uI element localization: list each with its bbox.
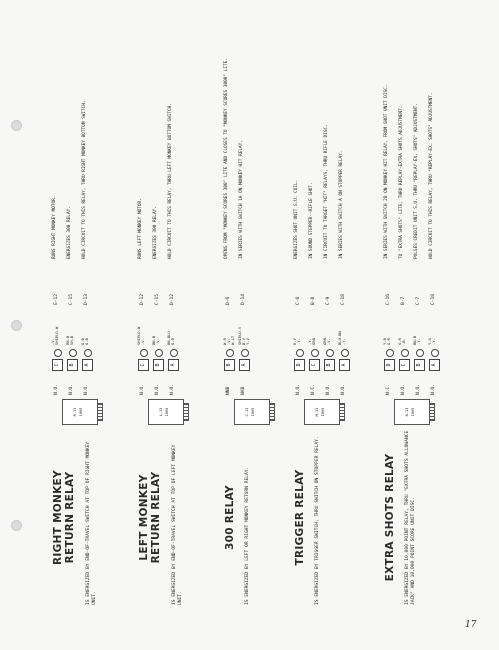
terminal-reference: C-15 bbox=[69, 293, 74, 305]
wire-color-code: W-LT bbox=[230, 335, 236, 345]
contact-letter-box: A bbox=[82, 359, 93, 371]
relay-diagram bbox=[384, 265, 444, 425]
contact-letter-box: B bbox=[153, 359, 164, 371]
contact-terminal-circle bbox=[431, 349, 439, 357]
wire-color-code: GRN- bbox=[322, 335, 327, 345]
wire-color-code: RN-B bbox=[65, 335, 70, 345]
relay-plate-label: 1860 bbox=[165, 407, 169, 417]
relay-section bbox=[292, 45, 370, 605]
relay-title bbox=[224, 430, 236, 605]
wire-color-code: Y-V bbox=[245, 338, 251, 345]
terminal-reference: B-8 bbox=[311, 296, 316, 305]
relay-title bbox=[52, 430, 76, 605]
contact-function-description: RUNS RIGHT MONKEY MOTOR. bbox=[52, 195, 57, 259]
wire-color-code: BN-BLU bbox=[166, 331, 171, 345]
terminal-reference: D-6 bbox=[226, 296, 231, 305]
contact-type-label: N.C. bbox=[311, 383, 316, 395]
contact-function-description: IN SOUND STEPPER--RIFLE SHOT. bbox=[309, 182, 314, 259]
contact-function-description: HOLD CIRCUIT TO THIS RELAY, THRU RIGHT MONKEY BOTTOM SWITCH. bbox=[82, 100, 87, 259]
wire-color-code: -B- bbox=[401, 338, 407, 345]
contact-terminal-circle bbox=[401, 349, 409, 357]
wire-color-code: G-R bbox=[386, 338, 392, 345]
wire-color-code: SHIELD-W bbox=[136, 326, 141, 345]
wire-color-code: -Y- bbox=[416, 338, 422, 345]
wire-color-code: Y-B bbox=[382, 338, 387, 345]
wire-color-code: SH-B bbox=[69, 335, 75, 345]
wire-color-codes bbox=[323, 323, 331, 345]
relay-coil-base bbox=[339, 403, 345, 421]
relay-plate-label: C-13 bbox=[245, 407, 249, 417]
contact-letter-box: A bbox=[239, 359, 250, 371]
wire-color-codes bbox=[338, 323, 346, 345]
relay-title-line: EXTRA SHOTS RELAY bbox=[384, 453, 396, 582]
contact-type-label: N.C. bbox=[386, 383, 391, 395]
contact-function-description: TO "EXTRA SHOTS" LITE, THRU REPLAY-EXTRA SHOTS ADJUSTMENT. bbox=[399, 105, 404, 259]
page-number: 17 bbox=[465, 620, 477, 630]
relay-plate-label: N-13 bbox=[405, 407, 409, 417]
contact-terminal-circle bbox=[296, 349, 304, 357]
energized-by-text: IS ENERGIZED BY 10,000 POINT RELAY, THRU "EXTRA SHOTS ALLOWANCE JACK" AND 10,000 POINT SCORE UNIT DISC. bbox=[405, 430, 416, 605]
contact-function-description: IN SERIES WITH SWITCH 1A ON MONKEY HIT RELAY. bbox=[239, 140, 244, 259]
contact-letter-box: C bbox=[309, 359, 320, 371]
terminal-reference: C-16 bbox=[386, 293, 391, 305]
contact-letter-box: C bbox=[52, 359, 63, 371]
wire-color-codes bbox=[66, 323, 74, 345]
contact-terminal-circle bbox=[226, 349, 234, 357]
contact-type-label: N.O. bbox=[155, 383, 160, 395]
contact-letter-box: A bbox=[429, 359, 440, 371]
energized-by-text: IS ENERGIZED BY END-OF-TRAVEL SWITCH AT TOP OF RIGHT MONKEY UNIT. bbox=[86, 441, 97, 605]
binder-hole-top bbox=[11, 120, 22, 131]
wire-color-codes bbox=[167, 323, 175, 345]
contact-type-label: N.O. bbox=[416, 383, 421, 395]
wire-color-code: -Y- bbox=[341, 338, 347, 345]
terminal-reference: C-18 bbox=[431, 293, 436, 305]
contact-terminal-circle bbox=[69, 349, 77, 357]
relay-plate bbox=[304, 399, 340, 425]
relay-title-line: RETURN RELAY bbox=[150, 471, 162, 564]
contact-function-description: IN SERIES WITH SWITCH 2B ON MONKEY HIT RELAY, FROM SHOT UNIT DISC. bbox=[384, 84, 389, 259]
wire-color-code: -V- bbox=[155, 338, 161, 345]
contact-type-label: N.O. bbox=[431, 383, 436, 395]
contact-function-description: HOLD CIRCUIT TO THIS RELAY, THRU "REPLAY-EX. SHOTS" ADJUSTMENT. bbox=[429, 92, 434, 259]
wire-color-code: B-V bbox=[241, 338, 247, 345]
relay-title-line: RIGHT MONKEY bbox=[52, 470, 64, 565]
terminal-reference: C-18 bbox=[341, 293, 346, 305]
wire-color-code: -V- bbox=[226, 338, 232, 345]
terminal-reference: B-7 bbox=[401, 296, 406, 305]
wire-color-code: -V- bbox=[326, 338, 332, 345]
relay-plate-label: 1860 bbox=[79, 407, 83, 417]
wire-color-code: -V- bbox=[140, 338, 146, 345]
wire-color-code: BN-B bbox=[151, 335, 156, 345]
relay-section bbox=[50, 45, 128, 605]
wire-color-codes bbox=[223, 323, 236, 345]
terminal-reference: C-7 bbox=[416, 296, 421, 305]
contact-letter-box: B bbox=[414, 359, 425, 371]
relay-coil-base bbox=[97, 403, 103, 421]
contact-function-description: ENERGIZES 300 RELAY. bbox=[153, 206, 158, 259]
relay-title bbox=[138, 430, 162, 605]
contact-terminal-circle bbox=[326, 349, 334, 357]
wire-color-code: -Y- bbox=[296, 338, 302, 345]
wire-color-codes bbox=[51, 323, 59, 345]
wire-color-codes bbox=[81, 323, 89, 345]
relay-plate-label: L-13 bbox=[159, 407, 163, 417]
wire-color-codes bbox=[152, 323, 160, 345]
contact-terminal-circle bbox=[155, 349, 163, 357]
relay-title-line: 300 RELAY bbox=[224, 485, 236, 550]
contact-letter-box: D bbox=[384, 359, 395, 371]
wire-color-code: G-B bbox=[84, 338, 90, 345]
relay-section bbox=[222, 45, 300, 605]
contact-type-label: N.O. bbox=[326, 383, 331, 395]
relay-diagram bbox=[138, 265, 198, 425]
terminal-reference: C-15 bbox=[155, 293, 160, 305]
terminal-reference: C-6 bbox=[296, 296, 301, 305]
contact-type-label: N.O. bbox=[341, 383, 346, 395]
wire-color-code: SHIELD-W bbox=[54, 326, 60, 345]
relay-plate-label: 1860 bbox=[251, 407, 255, 417]
relay-diagram bbox=[52, 265, 112, 425]
contact-letter-box: C bbox=[399, 359, 410, 371]
wire-color-code: G-B bbox=[80, 338, 85, 345]
contact-type-label: N.O. bbox=[170, 383, 175, 395]
wire-color-code: G-R bbox=[397, 338, 402, 345]
relay-title bbox=[294, 430, 306, 605]
terminal-reference: D-12 bbox=[170, 293, 175, 305]
relay-diagram bbox=[224, 265, 284, 425]
wire-color-codes bbox=[308, 323, 316, 345]
relay-plate-label: R-13 bbox=[73, 407, 77, 417]
wire-color-codes bbox=[383, 323, 391, 345]
wire-color-codes bbox=[428, 323, 436, 345]
relay-title-line: TRIGGER RELAY bbox=[294, 469, 306, 566]
energized-by-text: IS ENERGIZED BY TRIGGER SWITCH, THRU SWITCH ON STOPPER RELAY. bbox=[315, 436, 320, 605]
contact-terminal-circle bbox=[416, 349, 424, 357]
rotated-page-content bbox=[50, 45, 490, 605]
relay-plate bbox=[62, 399, 98, 425]
contact-function-description: PULSES CREDIT UNIT S.U. THRU "REPLAY-EX. SHOTS" ADJUSTMENT. bbox=[414, 103, 419, 259]
relay-section bbox=[136, 45, 214, 605]
terminal-reference: D-12 bbox=[140, 293, 145, 305]
contact-terminal-circle bbox=[54, 349, 62, 357]
contact-letter-box: A bbox=[168, 359, 179, 371]
contact-terminal-circle bbox=[170, 349, 178, 357]
contact-type-label: NNB bbox=[226, 386, 231, 395]
wire-color-codes bbox=[413, 323, 421, 345]
wire-color-code: BN-B bbox=[412, 335, 417, 345]
wire-color-code: Y-G bbox=[427, 338, 432, 345]
contact-function-description: ENERGIZES 300 RELAY. bbox=[67, 206, 72, 259]
terminal-reference: D-14 bbox=[241, 293, 246, 305]
contact-type-label: N.O. bbox=[54, 383, 59, 395]
contact-terminal-circle bbox=[84, 349, 92, 357]
relay-plate-label: 1860 bbox=[411, 407, 415, 417]
contact-terminal-circle bbox=[311, 349, 319, 357]
contact-terminal-circle bbox=[241, 349, 249, 357]
relay-diagram bbox=[294, 265, 354, 425]
contact-function-description: IN CIRCUIT TO TARGET "HIT" RELAYS, THRU RIFLE DISC. bbox=[324, 124, 329, 259]
contact-function-description: OPENS FROM "MONKEY SCORES 300" LITE AND CLOSES TO "MONKEY SCORES 3000" LITE. bbox=[224, 58, 229, 259]
binder-hole-middle bbox=[11, 320, 22, 331]
relay-title-line: LEFT MONKEY bbox=[138, 474, 150, 561]
contact-type-label: N.O. bbox=[69, 383, 74, 395]
contact-function-description: RUNS LEFT MONKEY MOTOR. bbox=[138, 198, 143, 259]
terminal-reference: E-12 bbox=[54, 293, 59, 305]
relay-plate-label: 1860 bbox=[321, 407, 325, 417]
wire-color-code: SHIELD-V bbox=[237, 326, 242, 345]
relay-coil-base bbox=[183, 403, 189, 421]
contact-letter-box: B bbox=[224, 359, 235, 371]
binder-hole-bottom bbox=[11, 520, 22, 531]
energized-by-text: IS ENERGIZED BY LEFT OR RIGHT MONKEY RETURN RELAY. bbox=[245, 466, 250, 605]
contact-function-description: IN SERIES WITH SWITCH A ON STOPPER RELAY. bbox=[339, 150, 344, 259]
relay-title bbox=[384, 430, 396, 605]
wire-color-code: -Y- bbox=[431, 338, 437, 345]
wire-color-codes bbox=[398, 323, 406, 345]
relay-coil-base bbox=[269, 403, 275, 421]
relay-title-line: RETURN RELAY bbox=[64, 471, 76, 564]
wire-color-code: -V- bbox=[50, 338, 55, 345]
wire-color-code: W-R bbox=[222, 338, 227, 345]
contact-letter-box: A bbox=[339, 359, 350, 371]
relay-plate bbox=[234, 399, 270, 425]
contact-type-label: N.O. bbox=[84, 383, 89, 395]
wire-color-code: G-B bbox=[170, 338, 176, 345]
wire-color-codes bbox=[238, 323, 251, 345]
contact-function-description: ENERGIZES SHOT UNIT S.U. COIL. bbox=[294, 179, 299, 259]
contact-type-label: N.O. bbox=[401, 383, 406, 395]
relay-coil-base bbox=[429, 403, 435, 421]
terminal-reference: C-9 bbox=[326, 296, 331, 305]
wire-color-code: -Y- bbox=[307, 338, 312, 345]
relay-section bbox=[382, 45, 460, 605]
wire-color-code: GRN bbox=[311, 338, 317, 345]
contact-letter-box: B bbox=[67, 359, 78, 371]
terminal-reference: D-13 bbox=[84, 293, 89, 305]
energized-by-text: IS ENERGIZED BY END-OF-TRAVEL SWITCH AT TOP OF LEFT MONKEY UNIT. bbox=[172, 444, 183, 605]
wire-color-codes bbox=[137, 323, 145, 345]
contact-function-description: HOLD CIRCUIT TO THIS RELAY, THRU LEFT MONKEY BOTTOM SWITCH. bbox=[168, 103, 173, 259]
contact-type-label: N.O. bbox=[140, 383, 145, 395]
contact-terminal-circle bbox=[140, 349, 148, 357]
wire-color-code: R-Y bbox=[292, 338, 297, 345]
relay-plate-label: M-13 bbox=[315, 407, 319, 417]
contact-terminal-circle bbox=[341, 349, 349, 357]
contact-type-label: N.O. bbox=[296, 383, 301, 395]
contact-type-label: NAB bbox=[241, 386, 246, 395]
contact-letter-box: C bbox=[138, 359, 149, 371]
wire-color-codes bbox=[293, 323, 301, 345]
wire-color-code: BLU-BN bbox=[337, 331, 342, 345]
relay-plate bbox=[394, 399, 430, 425]
contact-letter-box: B bbox=[324, 359, 335, 371]
contact-terminal-circle bbox=[386, 349, 394, 357]
relay-plate bbox=[148, 399, 184, 425]
contact-letter-box: D bbox=[294, 359, 305, 371]
